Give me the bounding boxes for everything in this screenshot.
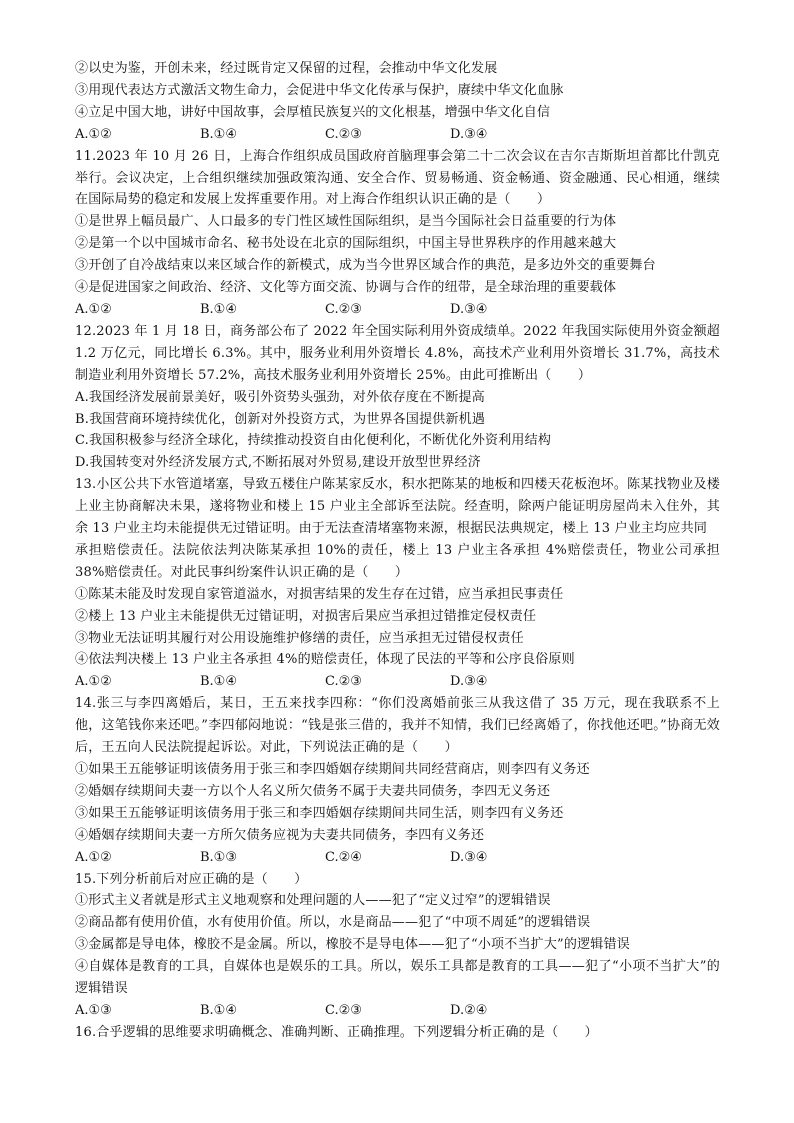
q14-item-1: ①如果王五能够证明该债务用于张三和李四婚姻存续期间共同经营商店，则李四有义务还 — [75, 762, 590, 777]
q13-item-3: ③物业无法证明其履行对公用设施维护修缮的责任，应当承担无过错侵权责任 — [75, 630, 524, 646]
q15-option-c: C.②③ — [325, 1002, 362, 1018]
q13-item-1: ①陈某未能及时发现自家管道溢水，对损害结果的发生存在过错，应当承担民事责任 — [75, 586, 564, 602]
q16-stem: 16.合乎逻辑的思维要求明确概念、准确判断、正确推理。下列逻辑分析正确的是（ ） — [75, 1024, 598, 1040]
q11-option-d: D.③④ — [450, 301, 488, 317]
q13-item-4: ④依法判决楼上 13 户业主各承担 4%的赔偿责任，体现了民法的平等和公序良俗原则 — [75, 652, 575, 668]
q14-item-4: ④婚姻存续期间夫妻一方所欠债务应视为夫妻共同债务，李四有义务还 — [75, 827, 485, 843]
q15-option-d: D.②④ — [450, 1002, 488, 1018]
q15-item-3: ③金属都是导电体，橡胶不是金属。所以，橡胶不是导电体——犯了“小项不当扩大”的逻辑错误 — [75, 937, 630, 953]
q15-item-4: ④自媒体是教育的工具，自媒体也是娱乐的工具。所以，娱乐工具都是教育的工具——犯了“小项不当扩大”的逻辑错误 — [75, 959, 720, 997]
q15-item-2: ②商品都有使用价值，水有使用价值。所以，水是商品——犯了“中项不周延”的逻辑错误 — [75, 915, 591, 931]
q10-option-d: D.③④ — [450, 126, 488, 142]
q13-option-a: A.①② — [75, 674, 112, 690]
question-13 — [75, 474, 720, 693]
q15-stem: 15.下列分析前后对应正确的是（ ） — [75, 871, 308, 887]
question-12 — [75, 321, 720, 474]
q12-option-b: B.我国营商环境持续优化，创新对外投资方式，为世界各国提供新机遇 — [75, 411, 486, 427]
q12-option-d: D.我国转变对外经济发展方式,不断拓展对外贸易,建设开放型世界经济 — [75, 455, 481, 471]
q14-option-d: D.③④ — [450, 849, 488, 865]
q14-option-b: B.①③ — [200, 849, 237, 865]
q15-option-a: A.①③ — [75, 1002, 112, 1018]
q10-option-c: C.②③ — [325, 126, 362, 142]
q11-stem: 11.2023 年 10 月 26 日，上海合作组织成员国政府首脑理事会第二十二次会议在吉尔吉斯斯坦首都比什凯克举行。会议决定，上合组织继续加强政策沟通、安全合作、贸易畅通、资金畅通、资金融通、民心相通，继续在国际局势的稳定和发展上发挥重要作用。对上海合作组织认识正确的是（ ） — [75, 148, 720, 208]
q14-options — [75, 847, 720, 869]
q11-option-b: B.①④ — [200, 301, 237, 317]
question-16 — [75, 1022, 720, 1044]
q10-item-3: ③用现代表达方式激活文物生命力，会促进中华文化传承与保护，赓续中华文化血脉 — [75, 82, 564, 98]
question-11 — [75, 146, 720, 321]
q13-option-c: C.②③ — [325, 674, 362, 690]
q14-option-a: A.①② — [75, 849, 112, 865]
q11-item-2: ②是第一个以中国城市命名、秘书处设在北京的国际组织，中国主导世界秩序的作用越来越大 — [75, 236, 617, 252]
q15-option-b: B.①④ — [200, 1002, 237, 1018]
q11-options — [75, 299, 720, 321]
q14-item-3: ③如果王五能够证明该债务用于张三和李四婚姻存续期间共同生活，则李四有义务还 — [75, 805, 564, 821]
q14-stem: 14.张三与李四离婚后，某日，王五来找李四称：“你们没离婚前张三从我这借了 35 万元，现在我联系不上他，这笔钱你来还吧。”李四郁闷地说：“钱是张三借的，我并不知情，我们已经离婚了，你找他还吧。”协商无效后，王五向人民法院提起诉讼。对此，下列说法正确的是（ ） — [75, 696, 720, 756]
q15-item-1: ①形式主义者就是形式主义地观察和处理问题的人——犯了“定义过窄”的逻辑错误 — [75, 893, 551, 909]
q12-stem: 12.2023 年 1 月 18 日，商务部公布了 2022 年全国实际利用外资成绩单。2022 年我国实际使用外资金额超 1.2 万亿元，同比增长 6.3%。其中，服务业利用外资增长 4.8%，高技术产业利用外资增长 31.7%，高技术制造业利用外资增长 57.2%，高技术服务业利用外资增长 25%。由此可推断出（ ） — [75, 323, 720, 383]
q13-option-d: D.③④ — [450, 674, 488, 690]
q10-item-2: ②以史为鉴，开创未来，经过既肯定又保留的过程，会推动中华文化发展 — [75, 61, 498, 76]
q11-item-3: ③开创了自冷战结束以来区域合作的新模式，成为当今世界区域合作的典范，是多边外交的重要舞台 — [75, 258, 656, 274]
q11-item-1: ①是世界上幅员最广、人口最多的专门性区域性国际组织，是当今国际社会日益重要的行为体 — [75, 214, 617, 230]
q15-options — [75, 1000, 720, 1022]
q10-item-4: ④立足中国大地，讲好中国故事，会厚植民族复兴的文化根基，增强中华文化自信 — [75, 104, 551, 120]
q13-option-b: B.①④ — [200, 674, 237, 690]
exam-page — [75, 58, 720, 1044]
q13-stem: 13.小区公共下水管道堵塞，导致五楼住户陈某家反水，积水把陈某的地板和四楼天花板泡坏。陈某找物业及楼上业主协商解决未果，遂将物业和楼上 15 户业主全部诉至法院。经查明，除两户能证明房屋尚未入住外，其余 13 户业主均未能提供无过错证明。由于无法查清堵塞物来源，根据民法典规定，楼上 13 户业主均应共同 — [75, 477, 720, 537]
q13-stem-continued: 承担赔偿责任。法院依法判决陈某承担 10%的责任，楼上 13 户业主各承担 4%赔偿责任，物业公司承担 38%赔偿责任。对此民事纠纷案件认识正确的是（ ） — [75, 542, 720, 580]
q14-item-2: ②婚姻存续期间夫妻一方以个人名义所欠债务不属于夫妻共同债务，李四无义务还 — [75, 783, 551, 799]
question-15 — [75, 869, 720, 1022]
q11-option-c: C.②③ — [325, 301, 362, 317]
q12-option-c: C.我国积极参与经济全球化，持续推动投资自由化便利化，不断优化外资利用结构 — [75, 433, 552, 449]
question-14 — [75, 693, 720, 868]
q13-options — [75, 671, 720, 693]
q13-item-2: ②楼上 13 户业主未能提供无过错证明，对损害后果应当承担过错推定侵权责任 — [75, 608, 537, 624]
q12-option-a: A.我国经济发展前景美好，吸引外资势头强劲，对外依存度在不断提高 — [75, 389, 485, 405]
q10-options — [75, 124, 720, 146]
q14-option-c: C.②④ — [325, 849, 362, 865]
q11-option-a: A.①② — [75, 301, 112, 317]
q10-option-a: A.①② — [75, 126, 112, 142]
q10-option-b: B.①④ — [200, 126, 237, 142]
q11-item-4: ④是促进国家之间政治、经济、文化等方面交流、协调与合作的纽带，是全球治理的重要载体 — [75, 280, 617, 296]
question-10-tail — [75, 58, 720, 146]
